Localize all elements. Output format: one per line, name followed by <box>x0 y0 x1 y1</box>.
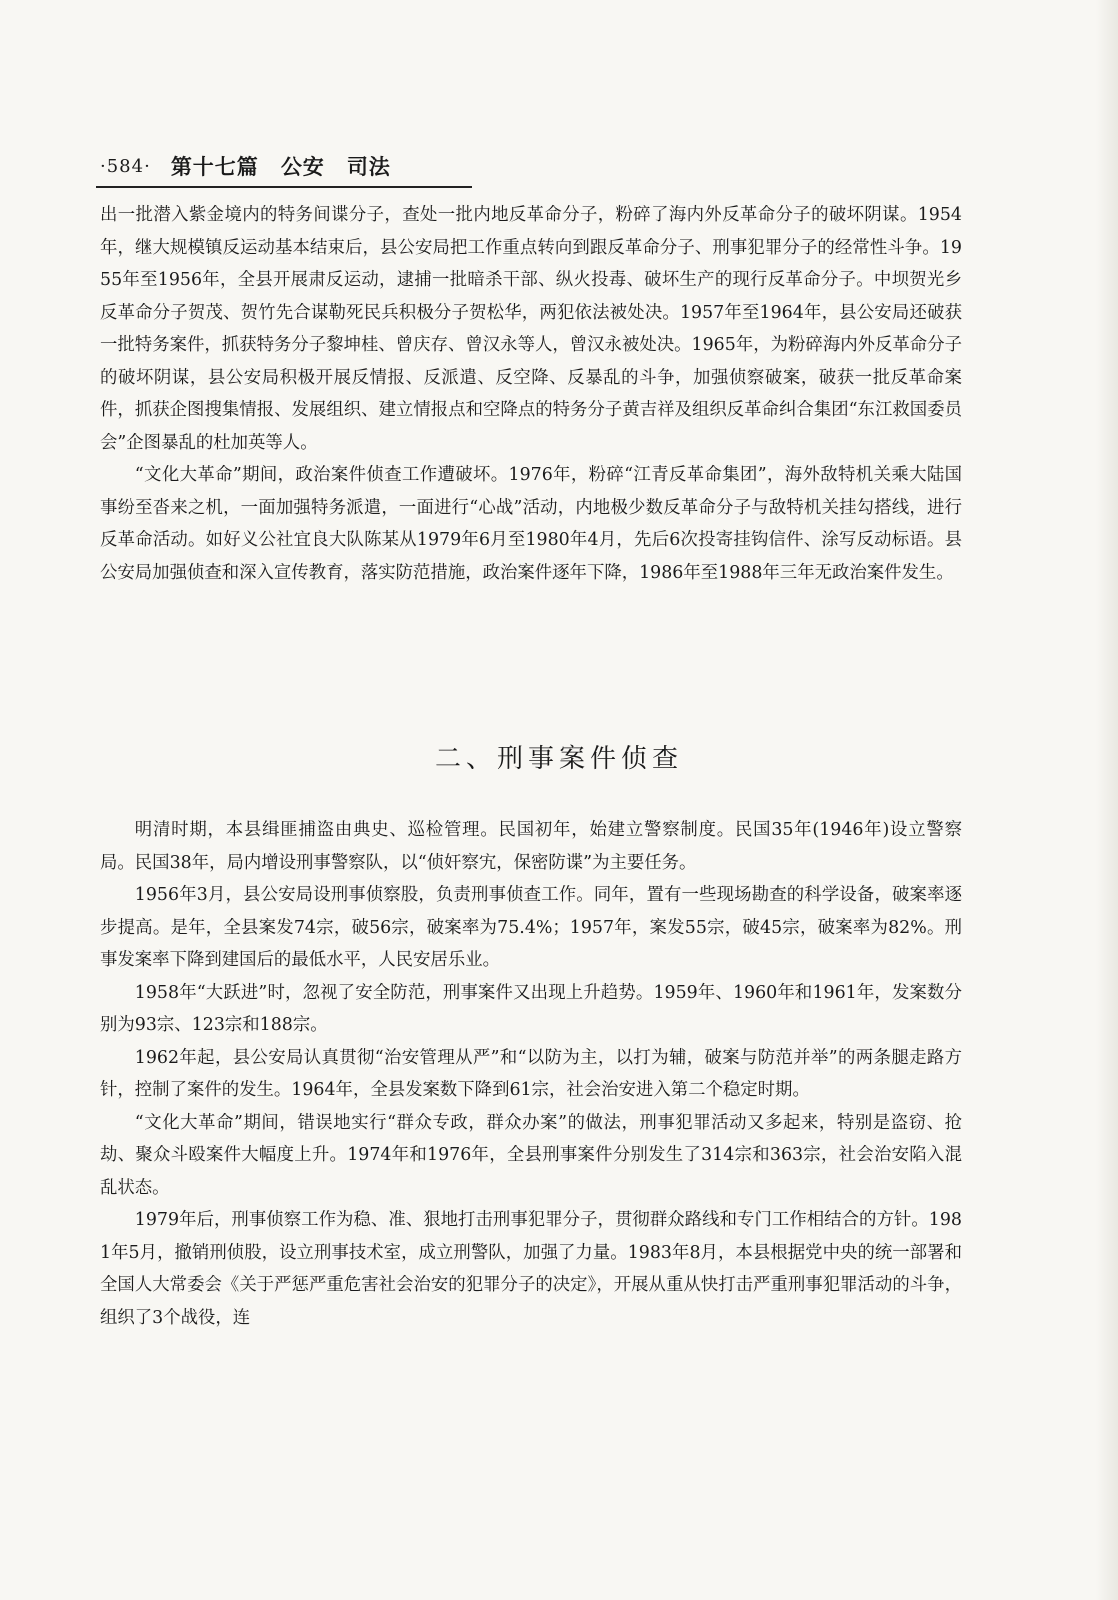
paragraph: “文化大革命”期间，政治案件侦查工作遭破坏。1976年，粉碎“江青反革命集团”，海外敌特机关乘大陆国事纷至沓来之机，一面加强特务派遣，一面进行“心战”活动，内地极少数反革命分子与敌特机关挂勾搭线，进行反革命活动。如好义公社宜良大队陈某从1979年6月至1980年4月，先后6次投寄挂钩信件、涂写反动标语。县公安局加强侦查和深入宣传教育，落实防范措施，政治案件逐年下降，1986年至1988年三年无政治案件发生。 <box>100 465 962 583</box>
topic-public-security: 公安 <box>280 155 325 179</box>
text-block-political-cases <box>100 199 962 589</box>
paragraph: 1956年3月，县公安局设刑事侦察股，负责刑事侦查工作。同年，置有一些现场勘查的科学设备，破案率逐步提高。是年，全县案发74宗，破56宗，破案率为75.4%；1957年，案发55宗，破45宗，破案率为82%。刑事发案率下降到建国后的最低水平，人民安居乐业。 <box>100 885 962 970</box>
section-heading: 二、刑事案件侦查 <box>434 744 683 774</box>
page-edge-shadow <box>1096 0 1118 1600</box>
paragraph: 1962年起，县公安局认真贯彻“治安管理从严”和“以防为主，以打为辅，破案与防范并举”的两条腿走路方针，控制了案件的发生。1964年，全县发案数下降到61宗，社会治安进入第二个稳定时期。 <box>100 1047 962 1100</box>
paragraph: “文化大革命”期间，错误地实行“群众专政，群众办案”的做法，刑事犯罪活动又多起来，特别是盗窃、抢劫、聚众斗殴案件大幅度上升。1974年和1976年，全县刑事案件分别发生了314宗和363宗，社会治安陷入混乱状态。 <box>100 1112 962 1198</box>
page-number: ·584· <box>100 155 151 177</box>
running-head <box>96 146 472 188</box>
paragraph: 明清时期，本县缉匪捕盗由典史、巡检管理。民国初年，始建立警察制度。民国35年(1946年)设立警察局。民国38年，局内增设刑事警察队，以“侦奸察宄，保密防谍”为主要任务。 <box>100 820 962 873</box>
paragraph: 1958年“大跃进”时，忽视了安全防范，刑事案件又出现上升趋势。1959年、1960年和1961年，发案数分别为93宗、123宗和188宗。 <box>100 982 962 1035</box>
paragraph: 出一批潜入紫金境内的特务间谍分子，查处一批内地反革命分子，粉碎了海内外反革命分子的破坏阴谋。1954年，继大规模镇反运动基本结束后，县公安局把工作重点转向到跟反革命分子、刑事犯罪分子的经常性斗争。1955年至1956年，全县开展肃反运动，逮捕一批暗杀干部、纵火投毒、破坏生产的现行反革命分子。中坝贺光乡反革命分子贺茂、贺竹先合谋勒死民兵积极分子贺松华，两犯依法被处决。1957年至1964年，县公安局还破获一批特务案件，抓获特务分子黎坤桂、曾庆存、曾汉永等人，曾汉永被处决。1965年，为粉碎海内外反革命分子的破坏阴谋，县公安局积极开展反情报、反派遣、反空降、反暴乱的斗争，加强侦察破案，破获一批反革命案件，抓获企图搜集情报、发展组织、建立情报点和空降点的特务分子黄吉祥及组织反革命纠合集团“东江救国委员会”企图暴乱的杜加英等人。 <box>100 205 962 453</box>
part-title: 第十七篇 <box>170 155 259 179</box>
text-block-criminal-cases <box>100 814 962 1334</box>
topic-judiciary: 司法 <box>346 155 391 179</box>
paragraph: 1979年后，刑事侦察工作为稳、准、狠地打击刑事犯罪分子，贯彻群众路线和专门工作相结合的方针。1981年5月，撤销刑侦股，设立刑事技术室，成立刑警队，加强了力量。1983年8月，本县根据党中央的统一部署和全国人大常委会《关于严惩严重危害社会治安的犯罪分子的决定》，开展从重从快打击严重刑事犯罪活动的斗争，组织了3个战役，连 <box>100 1210 962 1328</box>
